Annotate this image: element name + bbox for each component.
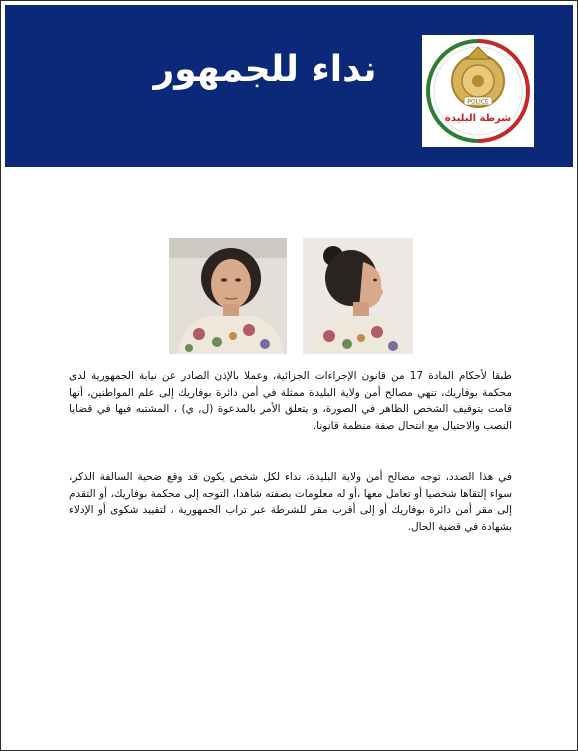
svg-text:شرطة البليدة: شرطة البليدة: [444, 113, 512, 124]
page-title: نداء للجمهور: [153, 49, 377, 90]
svg-text:POLICE: POLICE: [467, 98, 489, 106]
announcement-paragraph-1: طبقا لأحكام المادة 17 من قانون الإجراءات الجزائية، وعملا بالإذن الصادر عن نيابة الجمهورية لدى محكمة بوفاريك، تنهي مصالح أمن ولاية البليدة ممثلة في أمن دائرة بوفاريك إلى علم المواطنين، أنها قامت بتوقيف الشخص الظاهر في الصورة، و يتعلق الأمر بالمدعوة (ل, ي) ، المشتبه فيها في قضايا النصب والاحتيال مع انتحال صفة منظمة قانونا.: [69, 370, 512, 432]
announcement-paragraph-2: في هذا الصدد، توجه مصالح أمن ولاية البليدة، نداء لكل شخص يكون قد وقع ضحية السالفة الذكر، سواء إلتقاها شخصيا أو تعامل معها ،أو له معلومات بصفته شاهدا، التوجه إلى محكمة بوفاريك، أو التقدم إلى مقر أمن دائرة بوفاريك أو إلى أقرب مقر للشرطة عبر تراب الجمهورية ، لتقييد شكوى أو الإدلاء بشهادة في قضية الحال.: [69, 471, 512, 533]
suspect-photo-profile: [303, 238, 413, 354]
police-logo: [422, 35, 534, 147]
header-banner: [5, 5, 573, 167]
suspect-photo-front: [169, 238, 287, 354]
suspect-photos: [169, 238, 413, 354]
police-emblem-icon: [422, 35, 534, 147]
person-front-image: [169, 238, 287, 354]
person-profile-image: [303, 238, 413, 354]
